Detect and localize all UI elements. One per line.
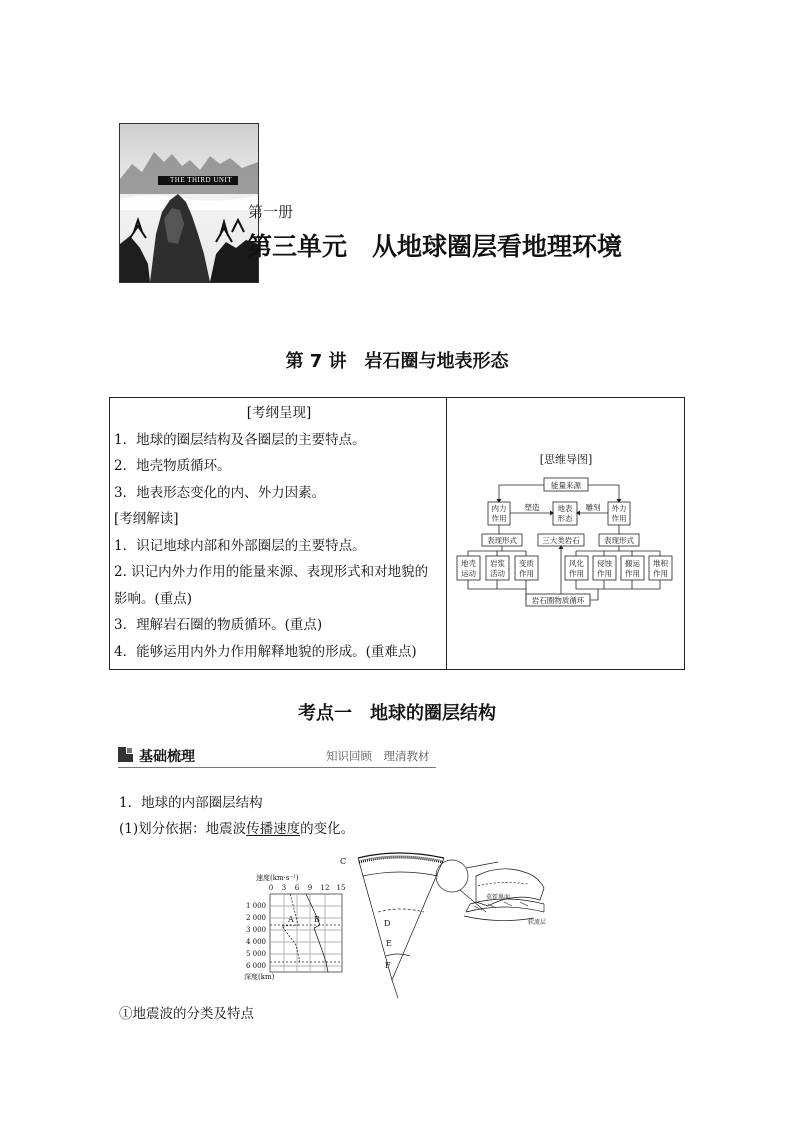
- mindmap-header: [思维导图]: [539, 453, 593, 466]
- external-item-text: 风化: [569, 559, 584, 568]
- layer-f-label: F: [385, 961, 391, 970]
- depth-tick: 6 000: [245, 962, 266, 970]
- external-item-text: 作用: [569, 569, 584, 578]
- cycle-text: 岩石圈物质循环: [531, 596, 585, 605]
- speed-tick: 12: [320, 884, 330, 892]
- internal-item-text: 地壳: [461, 559, 476, 568]
- depth-tick: 5 000: [245, 950, 266, 958]
- basic-review-rule: [118, 767, 436, 768]
- presentation-header: [考纲呈现]: [246, 405, 312, 421]
- curve-b-label: B: [314, 915, 320, 924]
- interpretation-item: 影响。(重点): [114, 590, 193, 607]
- internal-item-text: 作用: [519, 569, 534, 578]
- unit-volume: 第一册: [248, 203, 294, 221]
- internal-item-text: 活动: [490, 569, 505, 578]
- wave-types-heading: ①地震波的分类及特点: [119, 1006, 254, 1022]
- basis-prefix: (1)划分依据：地震波: [119, 821, 247, 837]
- depth-tick: 2 000: [245, 914, 266, 922]
- mountain-landscape-image: [120, 124, 258, 282]
- lecture-title: 第 7 讲 岩石圈与地表形态: [285, 351, 509, 372]
- layer-c-label: C: [340, 857, 347, 866]
- speed-tick: 0: [268, 884, 274, 892]
- expression-left-text: 表现形式: [487, 536, 517, 545]
- seismic-wave-figure: [238, 842, 558, 1002]
- expression-right-text: 表现形式: [604, 536, 634, 545]
- presentation-item: 3．地表形态变化的内、外力因素。: [114, 484, 326, 501]
- interpretation-header: [考纲解读]: [114, 511, 179, 527]
- basic-review-label: 基础梳理: [139, 749, 195, 765]
- interpretation-item: 1．识记地球内部和外部圈层的主要特点。: [114, 537, 366, 554]
- depth-tick: 3 000: [245, 926, 266, 934]
- speed-tick: 15: [336, 884, 346, 892]
- external-item-text: 搬运: [625, 559, 640, 568]
- internal-item-text: 运动: [461, 569, 476, 578]
- body-basis: [119, 817, 354, 837]
- unit-title: 第三单元 从地球圈层看地理环境: [247, 232, 623, 261]
- basis-suffix: 的变化。: [300, 821, 355, 837]
- section-title: 考点一 地球的圈层结构: [298, 703, 496, 724]
- external-force-text: 作用: [611, 514, 627, 523]
- layer-d-label: D: [384, 919, 391, 928]
- external-force-text: 外力: [611, 504, 627, 513]
- interpretation-item: 3．理解岩石圈的物质循环。(重点): [114, 617, 323, 633]
- depth-tick: 1 000: [245, 902, 266, 910]
- shape-label: 塑造: [524, 503, 540, 512]
- mind-map-diagram: [452, 448, 680, 620]
- interpretation-item: 2. 识记内外力作用的能量来源、表现形式和对地貌的: [114, 564, 429, 580]
- basic-review-icon: [118, 747, 133, 762]
- outline-left-column: [114, 400, 444, 665]
- layer-e-label: E: [386, 939, 392, 948]
- three-rocks-text: 三大类岩石: [542, 536, 580, 545]
- landform-text: 形态: [557, 514, 573, 523]
- external-item-text: 侵蚀: [597, 559, 612, 568]
- zoom-moho-label: 莫霍界面: [486, 894, 511, 901]
- presentation-item: 1．地球的圈层结构及各圈层的主要特点。: [114, 431, 366, 448]
- external-item-text: 作用: [597, 569, 612, 578]
- carve-label: 雕刻: [585, 503, 601, 512]
- external-item-text: 作用: [625, 569, 640, 578]
- internal-item-text: 变质: [519, 559, 534, 568]
- zoom-layer-label: 软流层: [528, 919, 547, 926]
- internal-force-text: 内力: [491, 504, 507, 513]
- curve-a-label: A: [288, 915, 294, 924]
- external-item-text: 堆积: [653, 559, 668, 568]
- body-item-1: 1．地球的内部圈层结构: [119, 795, 263, 811]
- speed-tick: 9: [307, 884, 313, 892]
- internal-force-text: 作用: [491, 514, 507, 523]
- landform-text: 地表: [557, 504, 573, 513]
- outline-divider: [446, 397, 447, 670]
- basis-underlined: 传播速度: [246, 821, 301, 837]
- speed-tick: 6: [294, 884, 300, 892]
- unit-band-text: THE THIRD UNIT: [170, 176, 233, 184]
- internal-item-text: 岩浆: [490, 559, 505, 568]
- depth-axis-label: 深度(km): [244, 973, 275, 981]
- depth-tick: 4 000: [245, 938, 266, 946]
- energy-text: 能量来源: [551, 481, 581, 490]
- interpretation-item: 4．能够运用内外力作用解释地貌的形成。(重难点): [114, 643, 417, 660]
- basic-review-subtitle: 知识回顾 理清教材: [326, 749, 430, 763]
- presentation-item: 2．地壳物质循环。: [114, 458, 231, 474]
- speed-tick: 3: [281, 884, 287, 892]
- external-item-text: 作用: [653, 569, 668, 578]
- speed-axis-label: 速度(km·s⁻¹): [256, 874, 299, 882]
